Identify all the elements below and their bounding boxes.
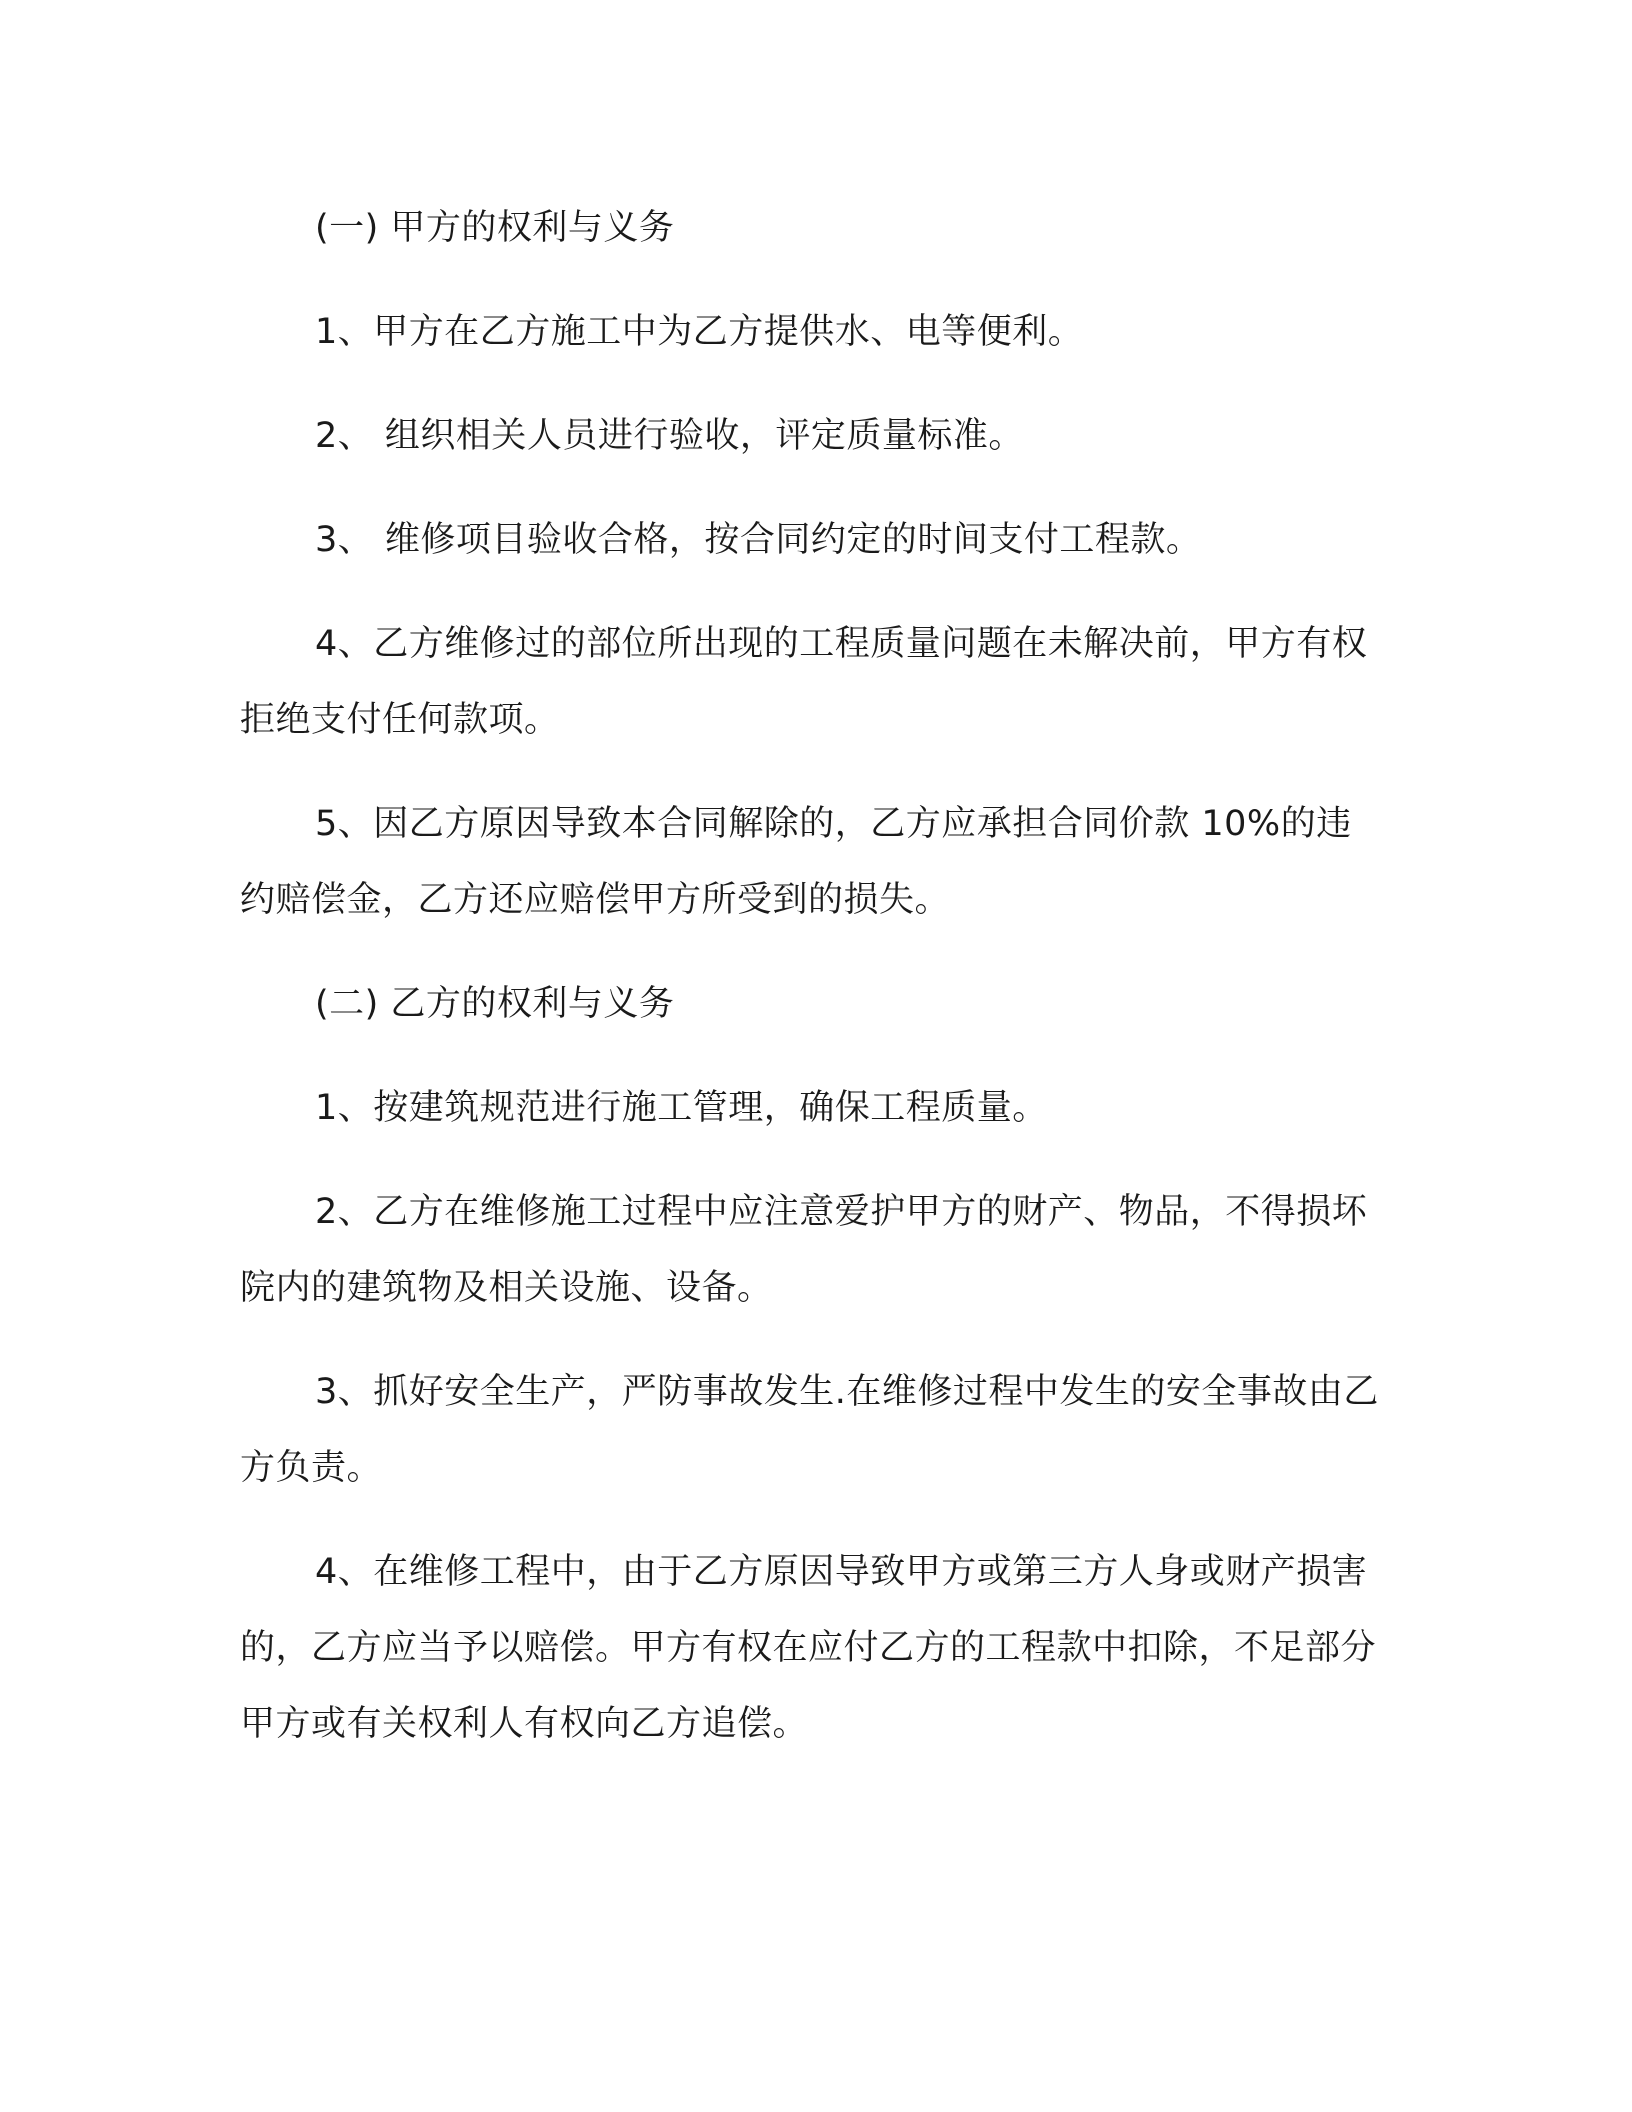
- document-body: [240, 190, 1380, 1762]
- clause-a-5: 5、因乙方原因导致本合同解除的，乙方应承担合同价款 10%的违约赔偿金，乙方还应赔偿甲方所受到的损失。: [240, 804, 1352, 920]
- clause-b-3: 3、抓好安全生产，严防事故发生.在维修过程中发生的安全事故由乙方负责。: [240, 1372, 1379, 1488]
- clause-a-1: 1、甲方在乙方施工中为乙方提供水、电等便利。: [315, 312, 1084, 352]
- clause-a-3: 3、 维修项目验收合格，按合同约定的时间支付工程款。: [315, 520, 1202, 560]
- section-heading-party-a: (一) 甲方的权利与义务: [315, 208, 675, 248]
- clause-a-4: 4、乙方维修过的部位所出现的工程质量问题在未解决前，甲方有权拒绝支付任何款项。: [240, 624, 1368, 740]
- clause-b-2: 2、乙方在维修施工过程中应注意爱护甲方的财产、物品，不得损坏院内的建筑物及相关设施、设备。: [240, 1192, 1368, 1308]
- clause-b-4: 4、在维修工程中，由于乙方原因导致甲方或第三方人身或财产损害的，乙方应当予以赔偿。甲方有权在应付乙方的工程款中扣除，不足部分甲方或有关权利人有权向乙方追偿。: [240, 1552, 1377, 1744]
- clause-a-2: 2、 组织相关人员进行验收，评定质量标准。: [315, 416, 1024, 456]
- section-heading-party-b: (二) 乙方的权利与义务: [315, 984, 675, 1024]
- clause-b-1: 1、按建筑规范进行施工管理，确保工程质量。: [315, 1088, 1048, 1128]
